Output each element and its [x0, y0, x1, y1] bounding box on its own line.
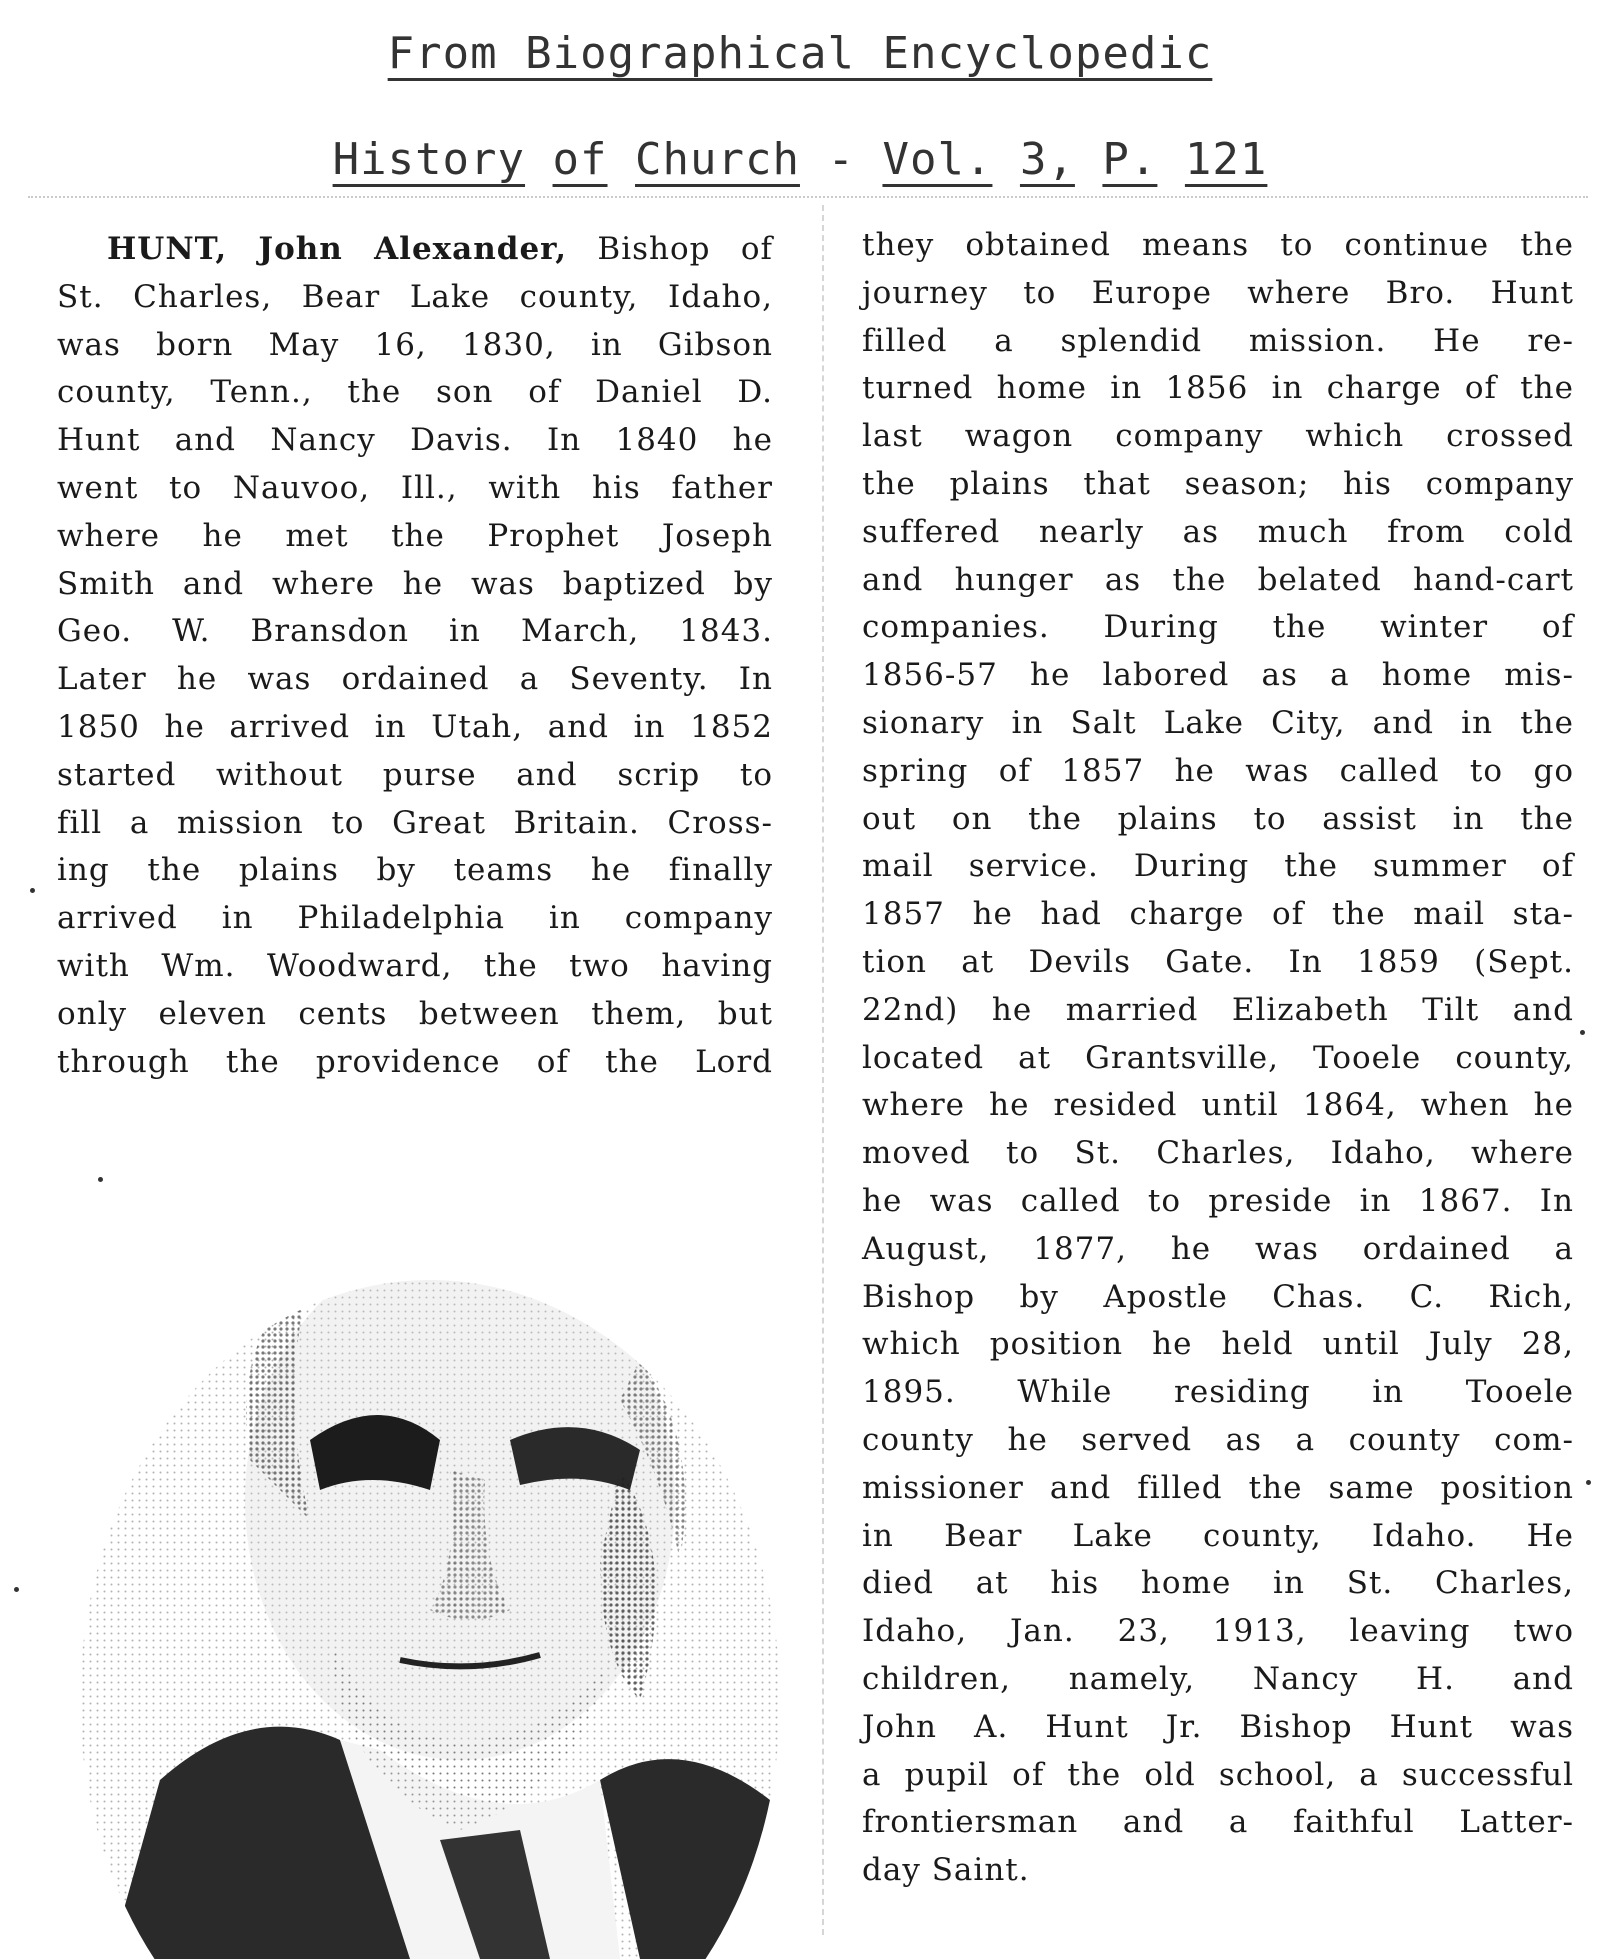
- article-line: spring of 1857 he was called to go: [862, 752, 1574, 789]
- article-line: John A. Hunt Jr. Bishop Hunt was: [862, 1708, 1574, 1745]
- portrait-illustration: [80, 1140, 810, 1959]
- article-line: Geo. W. Bransdon in March, 1843.: [57, 613, 773, 650]
- header-line-2: [0, 134, 1600, 185]
- article-line: St. Charles, Bear Lake county, Idaho,: [57, 278, 773, 315]
- article-line: Idaho, Jan. 23, 1913, leaving two: [862, 1613, 1574, 1650]
- header-volume-number: 3,: [1019, 134, 1075, 185]
- article-line: 22nd) he married Elizabeth Tilt and: [862, 991, 1574, 1028]
- print-speck: [14, 1587, 19, 1592]
- article-line: fill a mission to Great Britain. Cross-: [57, 804, 773, 841]
- article-line: which position he held until July 28,: [862, 1326, 1574, 1363]
- article-line: where he met the Prophet Joseph: [57, 517, 773, 554]
- article-line: a pupil of the old school, a successful: [862, 1756, 1574, 1793]
- header-word-of: of: [552, 134, 608, 185]
- header-page-label: P.: [1102, 134, 1158, 185]
- article-left-column: [57, 226, 773, 1086]
- article-line: out on the plains to assist in the: [862, 800, 1574, 837]
- print-speck: [1580, 1030, 1585, 1035]
- article-line: arrived in Philadelphia in company: [57, 900, 773, 937]
- article-line: Bishop by Apostle Chas. C. Rich,: [862, 1278, 1574, 1315]
- article-line: tion at Devils Gate. In 1859 (Sept.: [862, 943, 1574, 980]
- article-line: children, namely, Nancy H. and: [862, 1660, 1574, 1697]
- column-divider: [822, 205, 824, 1935]
- article-line: moved to St. Charles, Idaho, where: [862, 1135, 1574, 1172]
- article-line: day Saint.: [862, 1852, 1030, 1889]
- header-page-number: 121: [1184, 134, 1268, 185]
- article-right-column: [862, 222, 1574, 1895]
- header-word-history: History: [332, 134, 526, 185]
- article-line: missioner and filled the same position: [862, 1469, 1574, 1506]
- clipping-top-edge: [28, 196, 1588, 198]
- article-line: went to Nauvoo, Ill., with his father: [57, 469, 773, 506]
- article-line: Hunt and Nancy Davis. In 1840 he: [57, 422, 773, 459]
- article-line: Later he was ordained a Seventy. In: [57, 661, 773, 698]
- print-speck: [98, 1177, 103, 1182]
- header-source-title: From Biographical Encyclopedic: [387, 28, 1213, 79]
- header-line-1: [0, 28, 1600, 79]
- article-lead-name: HUNT, John Alexander,: [107, 231, 568, 267]
- article-line: started without purse and scrip to: [57, 756, 773, 793]
- header-word-church: Church: [635, 134, 800, 185]
- article-line: turned home in 1856 in charge of the: [862, 370, 1574, 407]
- article-line: ing the plains by teams he finally: [57, 852, 773, 889]
- article-line: sionary in Salt Lake City, and in the: [862, 704, 1574, 741]
- article-line: frontiersman and a faithful Latter-: [862, 1804, 1574, 1841]
- article-line: in Bear Lake county, Idaho. He: [862, 1517, 1574, 1554]
- article-line: and hunger as the belated hand-cart: [862, 561, 1574, 598]
- article-line: he was called to preside in 1867. In: [862, 1182, 1574, 1219]
- article-line: last wagon company which crossed: [862, 418, 1574, 455]
- article-line: suffered nearly as much from cold: [862, 513, 1574, 550]
- article-line: where he resided until 1864, when he: [862, 1087, 1574, 1124]
- print-speck: [30, 888, 35, 893]
- article-line: companies. During the winter of: [862, 609, 1574, 646]
- article-line: only eleven cents between them, but: [57, 995, 773, 1032]
- header-volume-label: Vol.: [882, 134, 993, 185]
- article-line: mail service. During the summer of: [862, 848, 1574, 885]
- article-line: county, Tenn., the son of Daniel D.: [57, 374, 773, 411]
- portrait-photo: [80, 1140, 810, 1959]
- article-line: 1856-57 he labored as a home mis-: [862, 657, 1574, 694]
- article-line: journey to Europe where Bro. Hunt: [862, 274, 1574, 311]
- article-line: Smith and where he was baptized by: [57, 565, 773, 602]
- article-line: through the providence of the Lord: [57, 1043, 773, 1080]
- article-line: 1850 he arrived in Utah, and in 1852: [57, 708, 773, 745]
- article-line: with Wm. Woodward, the two having: [57, 947, 773, 984]
- article-line: 1857 he had charge of the mail sta-: [862, 896, 1574, 933]
- article-line: died at his home in St. Charles,: [862, 1565, 1574, 1602]
- article-line: was born May 16, 1830, in Gibson: [57, 326, 773, 363]
- article-line: August, 1877, he was ordained a: [862, 1230, 1574, 1267]
- article-line: filled a splendid mission. He re-: [862, 322, 1574, 359]
- print-speck: [1586, 1480, 1591, 1485]
- article-line: located at Grantsville, Tooele county,: [862, 1039, 1574, 1076]
- header-dash: -: [827, 134, 855, 185]
- article-line: 1895. While residing in Tooele: [862, 1374, 1574, 1411]
- article-line: the plains that season; his company: [862, 465, 1574, 502]
- article-line: county he served as a county com-: [862, 1421, 1574, 1458]
- article-line: they obtained means to continue the: [862, 227, 1574, 263]
- article-line: HUNT, John Alexander, Bishop of: [107, 231, 773, 267]
